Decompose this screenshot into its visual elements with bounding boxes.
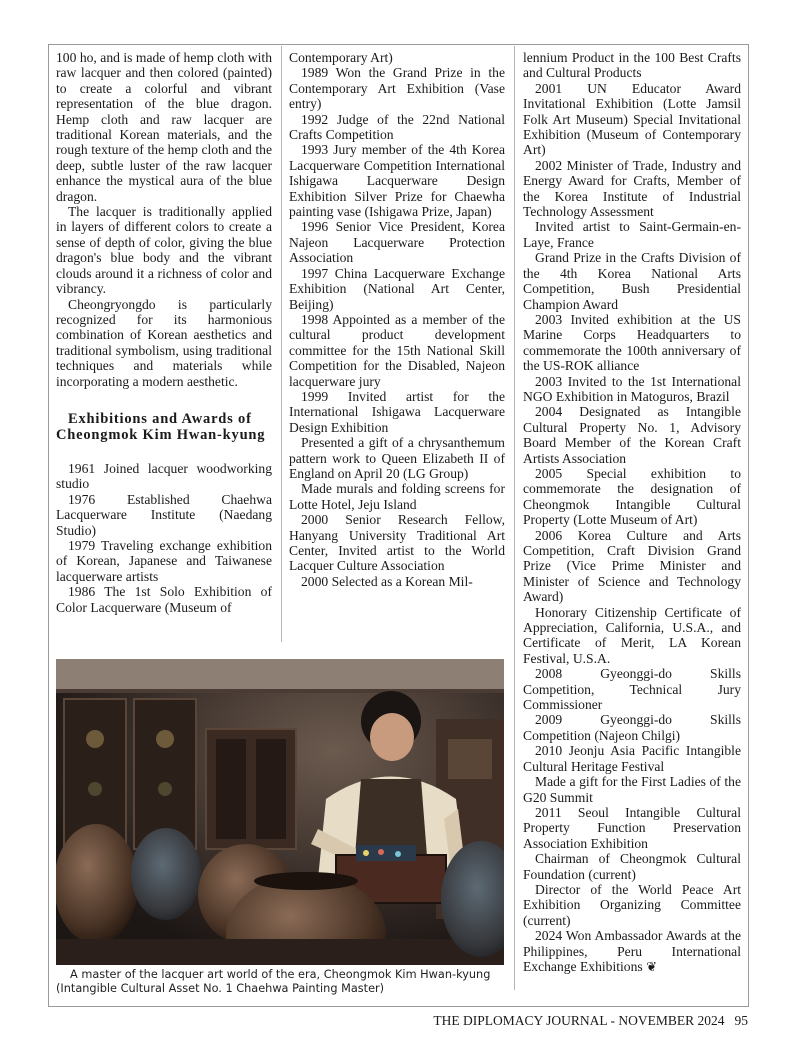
list-item: 1986 The 1st Solo Exhibition of Color Lacquerware (Museum of: [56, 584, 272, 615]
column-divider-2: [514, 46, 515, 990]
article-column-3: [523, 50, 741, 974]
paragraph: Cheongryongdo is particularly recognized for its harmonious combination of Korean aesthetics and traditional symbolism, using traditional techniques and materials while incorporating a modern aesthetic.: [56, 296, 272, 389]
list-item: 1998 Appointed as a member of the cultural product development committee for the 15th National Skill Competition for the Disabled, Najeon lacquerware jury: [289, 311, 505, 389]
list-item: 2010 Jeonju Asia Pacific Intangible Cultural Heritage Festival: [523, 743, 741, 774]
list-item: 2005 Special exhibition to commemorate the designation of Cheongmok Intangible Cultural Property (Lotte Museum of Art): [523, 465, 741, 528]
article-column-2: [289, 50, 505, 589]
list-item: Contemporary Art): [289, 50, 393, 65]
paragraph: 100 ho, and is made of hemp cloth with raw lacquer and then colored (painted) to create a colorful and vibrant representation of the blue dragon. Hemp cloth and raw lacquer are traditional Korean materials, and the rough texture of the hemp cloth and the deep, subtle luster of the raw lacquer enhance the mystical aura of the blue dragon.: [56, 50, 272, 204]
list-item: 1979 Traveling exchange exhibition of Korean, Japanese and Taiwanese lacquerware artists: [56, 537, 272, 584]
list-item: Chairman of Cheongmok Cultural Foundation (current): [523, 851, 741, 882]
page-number: 95: [734, 1013, 748, 1028]
list-item: 2000 Selected as a Korean Mil-: [301, 573, 473, 589]
list-item: 2002 Minister of Trade, Industry and Energy Award for Crafts, Member of the Korea Institute of Industrial Technology Assessment: [523, 157, 741, 220]
list-item: Made a gift for the First Ladies of the G20 Summit: [523, 774, 741, 805]
journal-issue: THE DIPLOMACY JOURNAL - NOVEMBER 2024: [433, 1013, 725, 1028]
list-item: [523, 928, 741, 974]
caption-text: A master of the lacquer art world of the era, Cheongmok Kim Hwan-kyung (Intangible Cultural Asset No. 1 Chaehwa Painting Master): [56, 968, 491, 995]
list-item: 1989 Won the Grand Prize in the Contemporary Art Exhibition (Vase entry): [289, 65, 505, 112]
list-item: lennium Product in the 100 Best Crafts and Cultural Products: [523, 50, 741, 81]
list-item: 2001 UN Educator Award Invitational Exhibition (Lotte Jamsil Folk Art Museum) Special Invitational Exhibition (Museum of Contemporary Art): [523, 80, 741, 158]
list-item: 1996 Senior Vice President, Korea Najeon Lacquerware Protection Association: [289, 219, 505, 266]
list-item: 1997 China Lacquerware Exchange Exhibition (National Art Center, Beijing): [289, 265, 505, 312]
artist-photo: [56, 659, 504, 965]
list-item: Director of the World Peace Art Exhibition Organizing Committee (current): [523, 881, 741, 928]
list-item: Invited artist to Saint-Germain-en-Laye, France: [523, 219, 741, 250]
list-item: Grand Prize in the Crafts Division of the 4th Korea National Arts Competition, Bush Presidential Champion Award: [523, 250, 741, 312]
list-item: Presented a gift of a chrysanthemum pattern work to Queen Elizabeth II of England on April 20 (LG Group): [289, 435, 505, 481]
list-item: 2008 Gyeonggi-do Skills Competition, Technical Jury Commissioner: [523, 666, 741, 713]
list-item: Honorary Citizenship Certificate of Appreciation, California, U.S.A., and Certificate of Merit, LA Korean Festival, U.S.A.: [523, 604, 741, 666]
article-column-1: [56, 50, 272, 615]
list-item: 2009 Gyeonggi-do Skills Competition (Najeon Chilgi): [523, 712, 741, 743]
list-item: 1999 Invited artist for the International Ishigawa Lacquerware Design Exhibition: [289, 388, 505, 435]
list-item: 1992 Judge of the 22nd National Crafts Competition: [289, 111, 505, 143]
list-item: 2003 Invited to the 1st International NGO Exhibition in Matoguros, Brazil: [523, 373, 741, 404]
list-item: 1993 Jury member of the 4th Korea Lacquerware Competition International Ishigawa Lacquerware Design Exhibition Silver Prize for Chaewha painting vase (Ishigawa Prize, Japan): [289, 142, 505, 220]
list-item: 2004 Designated as Intangible Cultural Property No. 1, Advisory Board Member of the Korean Craft Artists Association: [523, 404, 741, 466]
list-item: 2006 Korea Culture and Arts Competition, Craft Division Grand Prize (Vice Prime Minister and Minister of Science and Technology Award): [523, 527, 741, 605]
list-item: Made murals and folding screens for Lotte Hotel, Jeju Island: [289, 481, 505, 512]
list-item: 2000 Senior Research Fellow, Hanyang University Traditional Art Center, Invited artist to the World Lacquer Culture Association: [289, 512, 505, 574]
end-mark-icon: ❦: [646, 958, 657, 974]
list-item-text: 2024 Won Ambassador Awards at the Philippines, Peru International Exchange Exhibitions: [523, 928, 741, 974]
column-divider-1: [281, 46, 282, 642]
paragraph: The lacquer is traditionally applied in layers of different colors to create a sense of depth of color, giving the blue dragon's blue body and the vibrant clouds around it a richness of color and vibrancy.: [56, 204, 272, 297]
list-item: 2011 Seoul Intangible Cultural Property Function Preservation Association Exhibition: [523, 804, 741, 851]
list-item: 1976 Established Chaehwa Lacquerware Institute (Naedang Studio): [56, 491, 272, 538]
list-item: 2003 Invited exhibition at the US Marine Corps Headquarters to commemorate the 100th anniversary of the US-ROK alliance: [523, 311, 741, 374]
photo-caption: [56, 968, 506, 995]
page-footer: [433, 1013, 748, 1029]
section-heading: Exhibitions and Awards of Cheongmok Kim Hwan-kyung: [56, 410, 266, 443]
list-item: 1961 Joined lacquer woodworking studio: [56, 460, 272, 492]
